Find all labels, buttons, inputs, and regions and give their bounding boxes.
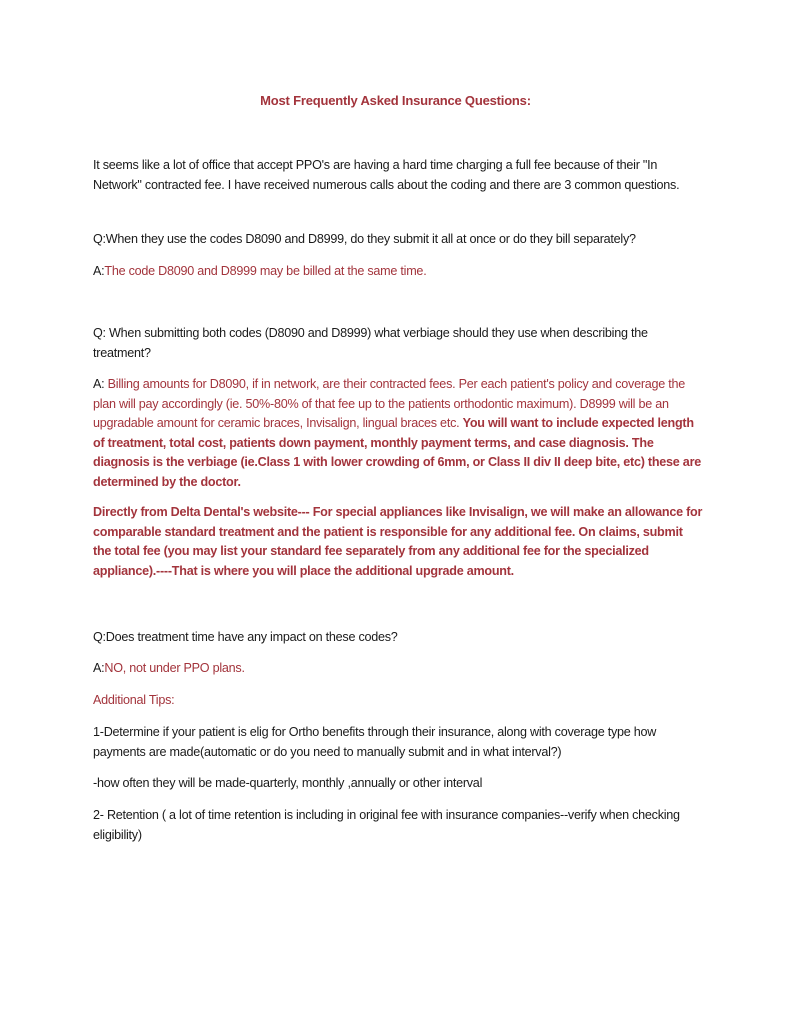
question-3: Q:Does treatment time have any impact on these codes? xyxy=(93,630,398,644)
answer-label: A: xyxy=(93,264,105,278)
answer-3 xyxy=(93,659,703,679)
answer-text: NO, not under PPO plans. xyxy=(104,661,245,675)
page-title: Most Frequently Asked Insurance Questions: xyxy=(260,93,531,108)
answer-2 xyxy=(93,375,703,492)
answer-text: Billing amounts for D8090, if in network, are their contracted fees. Per each patient's policy and coverage the plan will pay accordingly (ie. 50%-80% of that fee up to the patients orthodontic maximum). D8999 will be an upgradable amount for ceramic braces, Invisalign, lingual braces etc. xyxy=(93,377,686,430)
question-1: Q:When they use the codes D8090 and D8999, do they submit it all at once or do they bill separately? xyxy=(93,232,636,246)
answer-label: A: xyxy=(93,377,108,391)
intro-paragraph: It seems like a lot of office that accept PPO's are having a hard time charging a full fee because of their "In Network" contracted fee. I have received numerous calls about the coding and there are 3 common questions. xyxy=(93,158,680,192)
tip-item: -how often they will be made-quarterly, monthly ,annually or other interval xyxy=(93,776,483,790)
question-2: Q: When submitting both codes (D8090 and D8999) what verbiage should they use when describing the treatment? xyxy=(93,326,648,360)
delta-dental-note: Directly from Delta Dental's website--- For special appliances like Invisalign, we will make an allowance for comparable standard treatment and the patient is responsible for any additional fee. On claims, submit the total fee (you may list your standard fee separately from any additional fee for the specialized appliance).----That is where you will place the additional upgrade amount. xyxy=(93,505,703,578)
tips-heading: Additional Tips: xyxy=(93,693,175,707)
tip-item: 2- Retention ( a lot of time retention is including in original fee with insurance companies--verify when checking eligibility) xyxy=(93,808,680,842)
answer-text: The code D8090 and D8999 may be billed at the same time. xyxy=(104,264,427,278)
answer-text-bold: You will want to include expected length of treatment, total cost, patients down payment, monthly payment terms, and case diagnosis. The diagnosis is the verbiage (ie.Class 1 with lower crowding of 6mm, or Class II div II deep bite, etc) these are determined by the doctor. xyxy=(93,416,701,489)
answer-label: A: xyxy=(93,661,105,675)
answer-1 xyxy=(93,262,703,282)
tip-item: 1-Determine if your patient is elig for Ortho benefits through their insurance, along with coverage type how payments are made(automatic or do you need to manually submit and in what interval?) xyxy=(93,725,657,759)
